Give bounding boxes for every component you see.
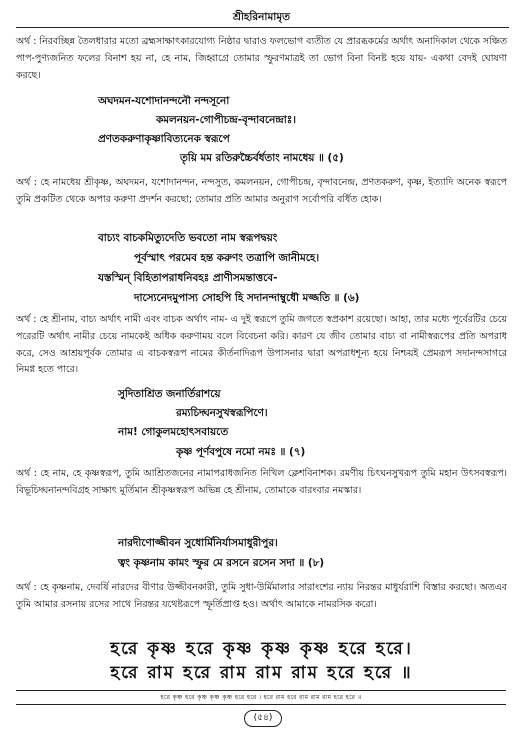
footer-mantra-band: হরে কৃষ্ণ হরে কৃষ্ণ কৃষ্ণ কৃষ্ণ হরে হরে । হরে রাম হরে রাম রাম রাম হরে হরে ॥ [16,690,506,705]
verse-5-line-1: অঘদমন-যশোদানন্দনৌ নন্দসূনো [98,95,230,107]
verse-6-line-1: বাচ্যং বাচকমিত্যুদেতি ভবতো নাম স্বরূপদ্বয়ং [98,232,278,244]
mahamantra-line-1: হরে কৃষ্ণ হরে কৃষ্ণ কৃষ্ণ কৃষ্ণ হরে হরে। [110,639,413,659]
header-divider [16,27,509,28]
verse-6-line-2: পূর্বস্মাৎ পরমেব হন্ত করুণং তত্রাপি জানীমহে। [134,252,320,264]
verse-7-line-3: নাম! গোকুলমহোৎসবায়তে [118,426,229,438]
meaning-paragraph-3: অর্থ : হে শ্রীনাম, বাচ্য অর্থাৎ নামী এবং বাচক অর্থাৎ নাম- এ দুই স্বরূপে তুমি জগতে স্বপ্রকাশ রয়েছো। আহা, তার মধ্যে পূর্বেরটির চেয়ে পরেরটি অর্থাৎ নামীর চেয়ে নামকেই অধিক করুণাময় বলে বিবেচনা করি। কারণ যে জীব তোমার বাচ্য বা নামীস্বরূপের প্রতি অপরাধ করে, সেও আশ্রয়পূর্বক তোমার এ বাচকস্বরূপ নামের কীর্তনাদিরূপ উপাসনার দ্বারা অপরাধশূন্য হয়ে নিশ্চয়ই প্রেমরূপ সদানন্দসাগরে নিমগ্ন হতে পারে। [16,314,507,376]
verse-7-line-2: রম্যচিদ্ঘনসুখস্বরূপিণে। [176,407,268,419]
meaning-paragraph-2: অর্থ : হে নামধেয় শ্রীকৃষ্ণ, অঘদমন, যশোদানন্দন, নন্দসুত, কমলনয়ন, গোপীচন্দ্র, বৃন্দাবনেন্দ্র, প্রণতকরুণ, কৃষ্ণ, ইত্যাদি অনেক স্বরূপে তুমি প্রকটিত থেকে অপার করুণা প্রদর্শন করছো; তোমার প্রতি আমার অনুরাগ সর্বোপরি বর্ধিত হোক। [16,177,507,205]
verse-5-line-3: প্রণতকরুণাকৃষ্ণাবিত্যনেক স্বরূপে [98,133,230,145]
meaning-paragraph-1: অর্থ : নিরবচ্ছিন্ন তৈলধারার মতো ব্রহ্মসাক্ষাৎকারযোগ্য নিষ্ঠার দ্বারাও ফলভোগ ব্যতীত যে প্রারব্ধকর্মের অর্থাৎ অনাদিকাল থেকে সঞ্চিত পাপ-পুণ্যজনিত ফলের বিনাশ হয় না, হে নাম, জিহ্বাগ্রে তোমার স্ফুরণমাত্রই তা ভোগ বিনা বিনষ্ট হয়ে যায়- একথা বেদই ঘোষণা করছে। [16,36,507,81]
page-header-title: শ্রীহরিনামামৃত [232,11,291,23]
verse-6-line-4: দাস্যেনেদমুপাস্য সোহপি হি সদানন্দাম্বুধৌ মজ্জতি ॥ (৬) [134,292,360,304]
verse-7-line-1: সুদিতাশ্রিত জনার্তিরাশয়ে [118,388,221,400]
verse-5-line-4: তৃয়ি মম রতিরুচ্চৈর্বর্ধতাং নামধেয় ॥ (৫) [180,152,344,164]
verse-8-line-1: নারদীণোজ্জীবন সুধোর্মিনির্যাসমাধুরীপুর। [118,537,278,549]
verse-8-line-2: ত্বং কৃষ্ণনাম কামং স্ফুর মে রসনে রসেন সদা ॥ (৮) [118,557,325,569]
mahamantra-line-2: হরে রাম হরে রাম রাম রাম হরে হরে ॥ [110,663,413,683]
verse-5-line-2: কমলনয়ন-গোপীচন্দ্র-বৃন্দাবনেন্দ্রাঃ। [156,114,296,126]
page-number: (৫৪) [244,710,282,727]
meaning-paragraph-5: অর্থ : হে কৃষ্ণনাম, দেবর্ষি নারদের বীণার উজ্জীবনকারী, তুমি সুধা-উর্মিমালার সারাংশের ন্যায় নিরন্তর মাধুর্যরাশি বিস্তার করছো। অতএব তুমি আমার রসনায় রসের সাথে নিরন্তর যথেষ্টরূপে স্ফূর্তিপ্রাপ্ত হও। অর্থাৎ আমাকে নামরসিক করো। [16,582,507,610]
verse-6-line-3: যস্তস্মিন্ বিহিতাপরাধনিবহঃ প্রাণীসমন্তাত্তবে- [98,272,278,284]
meaning-paragraph-4: অর্থ : হে নাম, হে কৃষ্ণস্বরূপ, তুমি আশ্রিতজনের নামাপরাধজনিত নিখিল ক্লেশবিনাশক। রমণীয় চিৎঘনসুখরূপ তুমি মহান উৎসবস্বরূপ। বিভূচিদ্ঘনানন্দবিগ্রহ সাক্ষাৎ মূর্তিমান শ্রীকৃষ্ণস্বরূপ অভিন্ন হে শ্রীনাম, তোমাকে বারংবার নমস্কার। [16,468,507,496]
verse-7-line-4: কৃষ্ণ পূর্ণবপুষে নমো নমঃ ॥ (৭) [176,446,306,458]
